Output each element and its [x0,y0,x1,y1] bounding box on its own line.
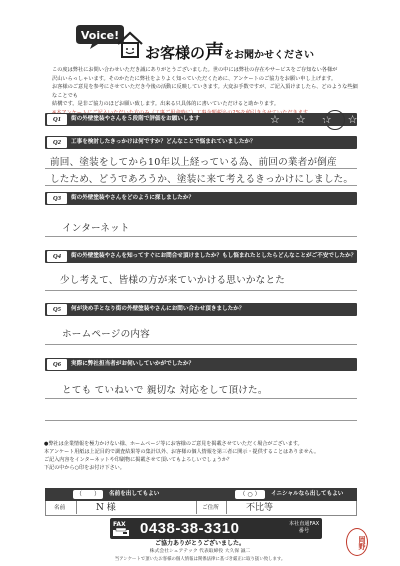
answer-q5: ホームページの内容 [62,329,150,340]
thanks-text: ご協力ありがとうございました。 [154,540,245,547]
question-bar-q1 [45,113,384,126]
address-value: 不比等 [246,503,274,513]
consent-line: 下記の中から○印をお付け下さい。 [44,465,125,471]
question-number: Q2 [47,137,67,148]
star-icon[interactable]: ☆ [321,113,332,126]
name-label: 名前 [54,505,66,511]
customer-info-row [45,501,357,516]
question-text: 街の外壁塗装やさんを５段階で評価をお願いします [71,116,200,122]
fax-machine-icon [112,528,130,537]
question-bar-q4 [45,250,357,263]
answer-q2-line2: したため、どうであろうか、塗装に来て考えるきっかけにしました。 [50,174,354,185]
fax-note: 本社直通FAX番号 [288,521,320,534]
consent-line: ご記入内容をインターネットや印刷物に掲載させて頂いてもよろしいでしょうか？ [44,457,233,463]
address-label: ご住所 [202,505,219,511]
intro-line: 沢山いらっしゃいます。そのかたたに弊社をよりよく知っていただくために、アンケートのご協力をお願い申し上げます。 [52,75,337,82]
name-consent-label: 名前を出してもよい [109,491,160,497]
question-text: 工事を検討したきっかけは何ですか？どんなことで悩まれていましたか？ [71,139,256,145]
title-part-1: お客様の [145,44,206,62]
question-bar-q5 [45,303,357,316]
intro-line: この度は弊社にお問い合わせいただき誠にありがとうございました。世の中には弊社の存在やサービスをご存知ない各様が [52,67,338,73]
question-number: Q5 [47,304,67,315]
question-number: Q4 [47,251,67,262]
consent-text [44,440,364,472]
star-icon[interactable]: ☆ [270,113,280,126]
privacy-note: 当アンケートで頂いたお客様の個人情報は関係法律に基づき厳正に取り扱い致します。 [114,557,286,562]
question-number: Q6 [47,359,67,370]
star-icon[interactable]: ☆ [347,113,358,126]
question-bar-q6 [45,358,357,371]
fax-label: FAX [113,521,126,528]
answer-rule [45,290,357,291]
question-text: 実際に弊社担当者がお伺いしていかがでしたか？ [71,361,195,367]
star-icon[interactable]: ☆ [295,113,306,126]
intro-text [52,66,362,118]
company-line: 株式会社シェアテック 代表取締役 大久保 誠二 [149,549,251,554]
question-text: 街の外壁塗装やさんを知ってすぐにお問合せ頂けましたか？もし悩まれたとしたらどんなことがご不安でしたか？ [71,253,357,259]
fax-banner [110,518,322,539]
rating-selection-circle [325,110,345,130]
seal-text: 岡野 [358,536,366,550]
question-text: 街の外壁塗装やさんをどのように探しましたか？ [71,195,195,201]
title-part-3: をお聞かせください [224,50,315,61]
divider [76,501,77,514]
question-bar-q2 [45,136,357,149]
initial-consent-label: イニシャルなら出してもよい [271,491,344,497]
answer-q4: 少し考えて、皆様の方が来ていかける思いかなとた [60,275,286,286]
title-part-2: 声 [205,41,225,63]
answer-q2-line1: 前回、塗装をしてから10年以上経っている為、前回の業者が倒産 [50,157,337,168]
answer-rule [45,236,357,237]
house-icon [116,30,144,60]
publish-consent-row [45,488,357,501]
hanko-seal [346,528,368,556]
intro-line: お客様のご意見を参考にさせていただき今後の活動に反映していきます。大変お手数ですが、ご記入頂けましたら、どのような些細なことでも [52,84,358,99]
divider [196,501,197,514]
answer-rule [45,185,357,186]
question-text: 何が決め手となり街の外壁塗装やさんにお問い合わせ頂きましたか？ [71,306,245,312]
initial-consent-checkbox[interactable]: （ ○ ） [235,490,265,499]
fax-number: 0438-38-3310 [140,520,240,537]
intro-line: 結構です。是非ご協力のほどお願い致します。出来る只具体的に書いていただけると助かります。 [52,101,280,108]
question-number: Q3 [47,193,67,204]
answer-rule [45,420,357,421]
name-value: N 様 [96,503,116,513]
star-icon[interactable]: ☆ [373,113,384,126]
divider [226,501,227,514]
consent-line: ●弊社は企業情報を極力かけない様、ホームページ等にお客様のご意見を掲載させていただく場合がございます。 [44,441,303,447]
answer-rule [45,398,357,399]
question-number: Q1 [47,114,67,125]
answer-rule [45,168,357,169]
page-title [145,37,314,64]
answer-q3: インターネット [62,223,130,234]
answer-rule [45,344,357,345]
consent-line: 本アンケート用紙は上記目的で調査結果等の集計以外、お客様の個人情報を第三者に開示・提供することはありません。 [44,449,320,455]
voice-badge-text: Voice! [80,29,120,42]
question-bar-q3 [45,192,357,205]
answer-q6: とても ていねいで 親切な 対応をして頂けた。 [62,385,268,396]
name-consent-checkbox[interactable]: （ ） [73,490,103,499]
